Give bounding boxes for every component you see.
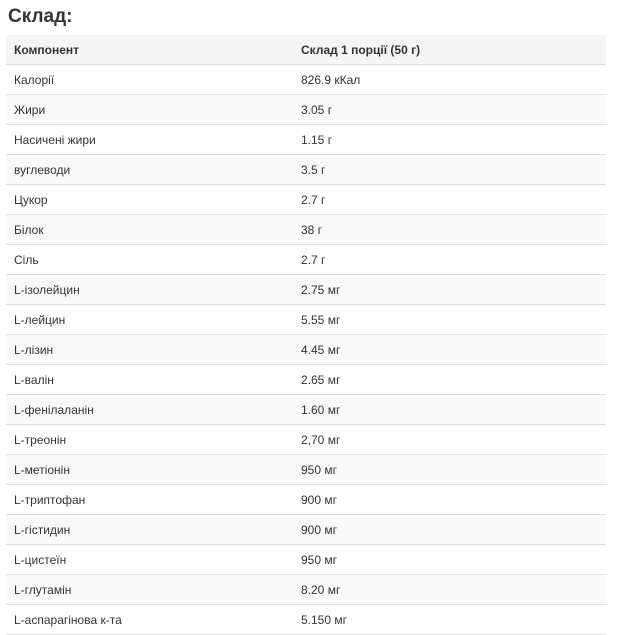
component-amount: 5.150 мг [293, 605, 606, 635]
component-name: вуглеводи [6, 155, 293, 185]
component-name: L-фенілаланін [6, 395, 293, 425]
column-header-serving: Склад 1 порції (50 г) [293, 35, 606, 65]
table-row [6, 515, 606, 545]
table-body [6, 65, 606, 635]
component-name: Цукор [6, 185, 293, 215]
component-amount: 3.05 г [293, 95, 606, 125]
table-row [6, 485, 606, 515]
column-header-component: Компонент [6, 35, 293, 65]
component-amount: 1.15 г [293, 125, 606, 155]
table-row [6, 185, 606, 215]
table-row [6, 155, 606, 185]
table-row [6, 245, 606, 275]
table-row [6, 305, 606, 335]
component-name: L-гістидин [6, 515, 293, 545]
table-row [6, 95, 606, 125]
component-amount: 2.7 г [293, 185, 606, 215]
composition-table [6, 35, 606, 635]
table-row [6, 65, 606, 95]
component-amount: 4.45 мг [293, 335, 606, 365]
component-amount: 2.75 мг [293, 275, 606, 305]
component-amount: 3.5 г [293, 155, 606, 185]
component-amount: 900 мг [293, 515, 606, 545]
component-name: L-триптофан [6, 485, 293, 515]
component-name: L-лізин [6, 335, 293, 365]
table-row [6, 425, 606, 455]
component-amount: 1.60 мг [293, 395, 606, 425]
component-name: L-аспарагінова к-та [6, 605, 293, 635]
component-name: Сіль [6, 245, 293, 275]
component-amount: 900 мг [293, 485, 606, 515]
component-amount: 950 мг [293, 455, 606, 485]
table-row [6, 455, 606, 485]
table-row [6, 275, 606, 305]
page-title: Склад: [8, 6, 73, 27]
component-amount: 38 г [293, 215, 606, 245]
component-amount: 8.20 мг [293, 575, 606, 605]
component-name: Насичені жири [6, 125, 293, 155]
component-name: Білок [6, 215, 293, 245]
component-name: L-глутамін [6, 575, 293, 605]
component-amount: 2,70 мг [293, 425, 606, 455]
component-amount: 950 мг [293, 545, 606, 575]
component-amount: 2.65 мг [293, 365, 606, 395]
component-name: L-треонін [6, 425, 293, 455]
component-name: L-валін [6, 365, 293, 395]
table-row [6, 545, 606, 575]
table-row [6, 575, 606, 605]
component-name: L-метіонін [6, 455, 293, 485]
component-amount: 2.7 г [293, 245, 606, 275]
table-row [6, 365, 606, 395]
component-amount: 5.55 мг [293, 305, 606, 335]
component-name: L-лейцин [6, 305, 293, 335]
component-name: L-ізолейцин [6, 275, 293, 305]
component-name: Жири [6, 95, 293, 125]
component-name: Калорії [6, 65, 293, 95]
table-row [6, 215, 606, 245]
table-row [6, 605, 606, 635]
table-row [6, 335, 606, 365]
table-row [6, 395, 606, 425]
component-name: L-цистеїн [6, 545, 293, 575]
component-amount: 826.9 кКал [293, 65, 606, 95]
table-header-row [6, 35, 606, 65]
table-row [6, 125, 606, 155]
